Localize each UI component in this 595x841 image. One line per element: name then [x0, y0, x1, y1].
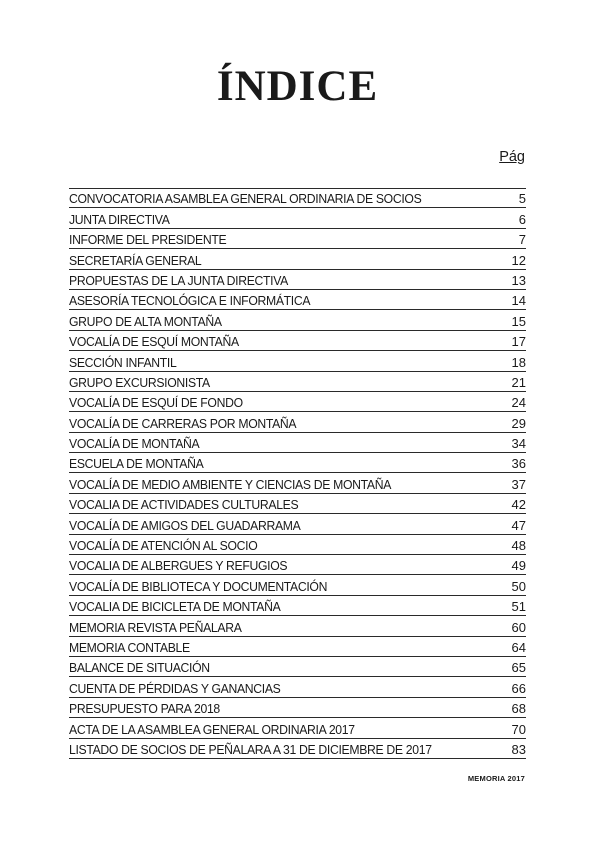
- table-of-contents: [69, 188, 526, 760]
- toc-entry-label: PROPUESTAS DE LA JUNTA DIRECTIVA: [69, 272, 288, 288]
- toc-entry-page-number: 29: [511, 415, 526, 431]
- toc-entry-page-number: 6: [518, 211, 526, 227]
- toc-entry[interactable]: [69, 291, 526, 310]
- toc-entry-label: ESCUELA DE MONTAÑA: [69, 456, 204, 472]
- toc-entry-page-number: 48: [511, 538, 526, 554]
- toc-entry-page-number: 51: [511, 599, 526, 615]
- toc-entry-label: VOCALÍA DE MONTAÑA: [69, 436, 200, 452]
- toc-entry-label: VOCALÍA DE AMIGOS DEL GUADARRAMA: [69, 517, 301, 533]
- toc-entry-label: ACTA DE LA ASAMBLEA GENERAL ORDINARIA 2017: [69, 721, 355, 737]
- toc-entry[interactable]: [69, 576, 526, 595]
- toc-entry-label: VOCALÍA DE ESQUÍ MONTAÑA: [69, 334, 239, 350]
- toc-entry[interactable]: [69, 413, 526, 432]
- toc-entry[interactable]: [69, 373, 526, 392]
- toc-entry[interactable]: [69, 740, 526, 759]
- toc-entry-label: SECRETARÍA GENERAL: [69, 252, 202, 268]
- toc-entry-page-number: 13: [511, 272, 526, 288]
- toc-entry[interactable]: [69, 209, 526, 228]
- toc-entry[interactable]: [69, 311, 526, 330]
- toc-entry[interactable]: [69, 719, 526, 738]
- toc-entry-label: BALANCE DE SITUACIÓN: [69, 660, 210, 676]
- footer-label: MEMORIA 2017: [467, 774, 525, 783]
- toc-entry-label: VOCALÍA DE CARRERAS POR MONTAÑA: [69, 415, 297, 431]
- toc-entry-page-number: 37: [511, 476, 526, 492]
- toc-entry[interactable]: [69, 597, 526, 616]
- toc-entry[interactable]: [69, 678, 526, 697]
- toc-entry-page-number: 36: [511, 456, 526, 472]
- toc-entry-label: VOCALIA DE ALBERGUES Y REFUGIOS: [69, 558, 288, 574]
- toc-entry-page-number: 5: [518, 191, 526, 207]
- toc-entry-label: VOCALÍA DE ATENCIÓN AL SOCIO: [69, 538, 258, 554]
- toc-entry[interactable]: [69, 536, 526, 555]
- toc-entry-label: GRUPO EXCURSIONISTA: [69, 374, 210, 390]
- toc-entry-label: ASESORÍA TECNOLÓGICA E INFORMÁTICA: [69, 293, 311, 309]
- toc-entry[interactable]: [69, 638, 526, 657]
- toc-entry-label: GRUPO DE ALTA MONTAÑA: [69, 313, 222, 329]
- toc-entry-page-number: 15: [511, 313, 526, 329]
- toc-entry-label: LISTADO DE SOCIOS DE PEÑALARA A 31 DE DICIEMBRE DE 2017: [69, 741, 432, 757]
- toc-entry[interactable]: [69, 454, 526, 473]
- toc-entry-page-number: 18: [511, 354, 526, 370]
- toc-entry-page-number: 14: [511, 293, 526, 309]
- toc-entry-label: INFORME DEL PRESIDENTE: [69, 232, 227, 248]
- toc-entry-label: VOCALÍA DE ESQUÍ DE FONDO: [69, 395, 243, 411]
- toc-entry[interactable]: [69, 495, 526, 514]
- toc-entry-page-number: 64: [511, 639, 526, 655]
- toc-entry-label: MEMORIA CONTABLE: [69, 639, 190, 655]
- toc-entry[interactable]: [69, 271, 526, 290]
- toc-entry[interactable]: [69, 474, 526, 493]
- toc-entry-page-number: 7: [518, 232, 526, 248]
- toc-entry-page-number: 21: [511, 374, 526, 390]
- toc-entry-page-number: 49: [511, 558, 526, 574]
- toc-entry[interactable]: [69, 617, 526, 636]
- toc-entry-label: VOCALÍA DE MEDIO AMBIENTE Y CIENCIAS DE MONTAÑA: [69, 476, 392, 492]
- toc-entry-label: JUNTA DIRECTIVA: [69, 211, 170, 227]
- toc-entry-page-number: 50: [511, 578, 526, 594]
- toc-entry-page-number: 34: [511, 436, 526, 452]
- toc-entry-label: VOCALÍA DE BIBLIOTECA Y DOCUMENTACIÓN: [69, 578, 328, 594]
- toc-entry[interactable]: [69, 352, 526, 371]
- toc-entry-page-number: 17: [511, 334, 526, 350]
- toc-entry[interactable]: [69, 250, 526, 269]
- toc-entry-page-number: 66: [511, 680, 526, 696]
- toc-entry-page-number: 65: [511, 660, 526, 676]
- toc-entry[interactable]: [69, 434, 526, 453]
- toc-entry[interactable]: [69, 515, 526, 534]
- toc-entry-label: CONVOCATORIA ASAMBLEA GENERAL ORDINARIA DE SOCIOS: [69, 191, 422, 207]
- toc-entry-label: VOCALIA DE ACTIVIDADES CULTURALES: [69, 497, 299, 513]
- toc-entry[interactable]: [69, 658, 526, 677]
- toc-entry-label: PRESUPUESTO PARA 2018: [69, 701, 220, 717]
- toc-entry-page-number: 24: [511, 395, 526, 411]
- toc-entry[interactable]: [69, 556, 526, 575]
- toc-entry-label: VOCALIA DE BICICLETA DE MONTAÑA: [69, 599, 281, 615]
- toc-entry-page-number: 42: [511, 497, 526, 513]
- toc-entry[interactable]: [69, 332, 526, 351]
- toc-entry-page-number: 68: [511, 701, 526, 717]
- toc-entry[interactable]: [69, 230, 526, 249]
- page-title: ÍNDICE: [216, 63, 379, 110]
- toc-entry-page-number: 12: [511, 252, 526, 268]
- page-column-header: Pág: [499, 149, 525, 165]
- toc-entry-label: CUENTA DE PÉRDIDAS Y GANANCIAS: [69, 680, 281, 696]
- toc-entry[interactable]: [69, 393, 526, 412]
- toc-entry-page-number: 47: [511, 517, 526, 533]
- toc-entry-page-number: 60: [511, 619, 526, 635]
- toc-entry-page-number: 83: [511, 741, 526, 757]
- toc-entry-label: MEMORIA REVISTA PEÑALARA: [69, 619, 242, 635]
- toc-entry[interactable]: [69, 188, 526, 208]
- toc-entry-label: SECCIÓN INFANTIL: [69, 354, 177, 370]
- toc-entry[interactable]: [69, 699, 526, 718]
- toc-entry-page-number: 70: [511, 721, 526, 737]
